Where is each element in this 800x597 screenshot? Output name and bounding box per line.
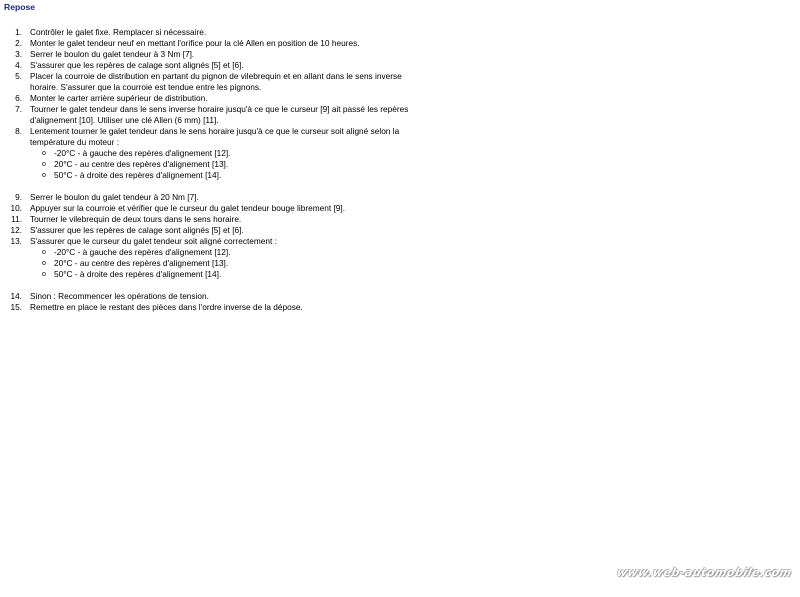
circle-bullet-icon: o	[42, 161, 46, 168]
step-text: S'assurer que le curseur du galet tendeur soit aligné correctement :	[30, 236, 277, 246]
step-12	[0, 225, 500, 236]
step-number: 7.	[15, 104, 22, 114]
spacer	[0, 181, 500, 192]
circle-bullet-icon: o	[42, 172, 46, 179]
list-item	[0, 159, 500, 170]
step-number: 13.	[10, 236, 22, 246]
step-text: Appuyer sur la courroie et vérifier que le curseur du galet tendeur bouge librement [9].	[30, 203, 345, 213]
step-14	[0, 291, 500, 302]
list-item	[0, 247, 500, 258]
step-number: 11.	[11, 214, 22, 224]
step-13	[0, 236, 500, 247]
circle-bullet-icon: o	[42, 150, 46, 157]
step-9	[0, 192, 500, 203]
step-3	[0, 49, 500, 60]
section-title: Repose	[4, 2, 36, 12]
list-item-text: 20°C - au centre des repères d'alignement [13].	[54, 159, 229, 169]
step-text: Tourner le galet tendeur dans le sens inverse horaire jusqu'à ce que le curseur [9] ait passé les repères d'alignement [10]. Utiliser une clé Allen (6 mm) [11].	[30, 104, 409, 125]
step-number: 10.	[10, 203, 22, 213]
list-item	[0, 269, 500, 280]
list-item-text: -20°C - à gauche des repères d'alignement [12].	[54, 148, 231, 158]
list-item-text: 50°C - à droite des repères d'alignement [14].	[54, 269, 222, 279]
step-number: 5.	[15, 71, 22, 81]
step-number: 2.	[15, 38, 22, 48]
step-number: 8.	[15, 126, 22, 136]
list-item-text: 50°C - à droite des repères d'alignement [14].	[54, 170, 222, 180]
step-1	[0, 27, 500, 38]
spacer	[0, 280, 500, 291]
steps-list	[0, 27, 500, 313]
step-text: Tourner le vilebrequin de deux tours dans le sens horaire.	[30, 214, 242, 224]
step-6	[0, 93, 500, 104]
step-text: Remettre en place le restant des pièces dans l'ordre inverse de la dépose.	[30, 302, 303, 312]
circle-bullet-icon: o	[42, 260, 46, 267]
list-item	[0, 258, 500, 269]
step-number: 15.	[10, 302, 22, 312]
step-number: 6.	[15, 93, 22, 103]
list-item	[0, 148, 500, 159]
step-text: Sinon : Recommencer les opérations de tension.	[30, 291, 209, 301]
temperature-list	[0, 247, 500, 280]
step-15	[0, 302, 500, 313]
step-text: Lentement tourner le galet tendeur dans le sens horaire jusqu'à ce que le curseur soit aligné selon la température du moteur :	[30, 126, 400, 147]
step-text: Contrôler le galet fixe. Remplacer si nécessaire.	[30, 27, 207, 37]
temperature-list	[0, 148, 500, 181]
step-number: 1.	[15, 27, 22, 37]
circle-bullet-icon: o	[42, 271, 46, 278]
step-7	[0, 104, 500, 126]
step-number: 3.	[15, 49, 22, 59]
list-item	[0, 170, 500, 181]
list-item-text: 20°C - au centre des repères d'alignement [13].	[54, 258, 229, 268]
step-text: Monter le carter arrière supérieur de distribution.	[30, 93, 208, 103]
step-text: Placer la courroie de distribution en partant du pignon de vilebrequin et en allant dans le sens inverse horaire. S'assurer que la courroie est tendue entre les pignons.	[30, 71, 402, 92]
step-2	[0, 38, 500, 49]
step-number: 14.	[10, 291, 22, 301]
step-number: 4.	[15, 60, 22, 70]
step-text: Monter le galet tendeur neuf en mettant l'orifice pour la clé Allen en position de 10 heures.	[30, 38, 360, 48]
circle-bullet-icon: o	[42, 249, 46, 256]
step-number: 9.	[15, 192, 22, 202]
step-5	[0, 71, 500, 93]
step-text: S'assurer que les repères de calage sont alignés [5] et [6].	[30, 60, 244, 70]
step-text: Serrer le boulon du galet tendeur à 20 Nm [7].	[30, 192, 199, 202]
step-10	[0, 203, 500, 214]
step-text: S'assurer que les repères de calage sont alignés [5] et [6].	[30, 225, 244, 235]
step-4	[0, 60, 500, 71]
step-text: Serrer le boulon du galet tendeur à 3 Nm [7].	[30, 49, 195, 59]
step-number: 12.	[10, 225, 22, 235]
site-watermark: www.web-automobile.com	[615, 566, 794, 579]
step-8	[0, 126, 500, 148]
step-11	[0, 214, 500, 225]
list-item-text: -20°C - à gauche des repères d'alignement [12].	[54, 247, 231, 257]
